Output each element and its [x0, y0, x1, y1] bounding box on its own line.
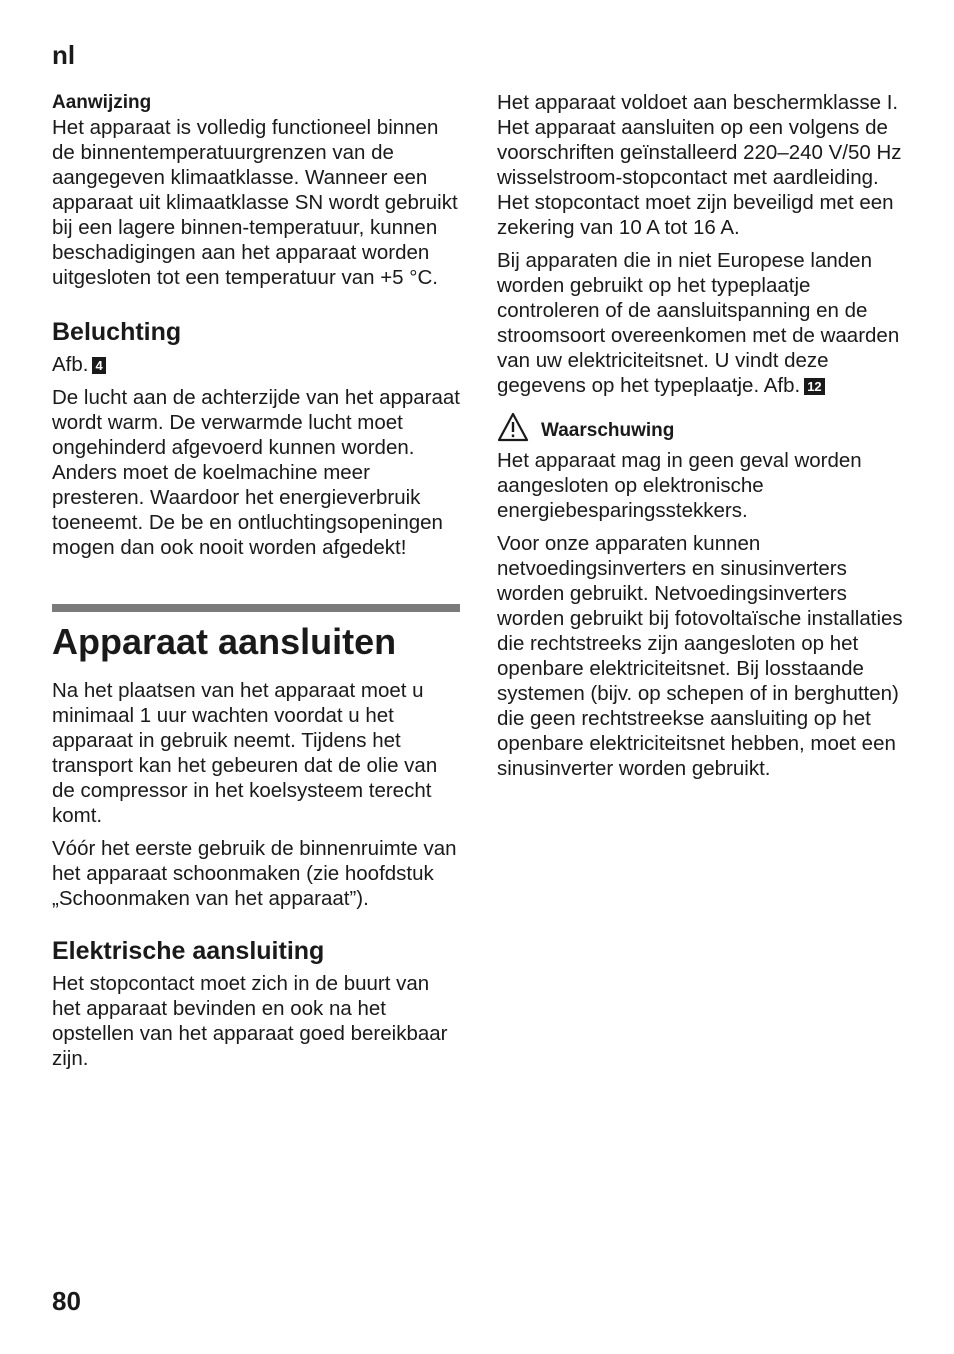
ventilation-fig-label: Afb.: [52, 353, 89, 376]
right-column: [497, 90, 907, 789]
connect-text-2: Vóór het eerste gebruik de binnenruimte van het apparaat schoonmaken (zie hoofdstuk „Schoonmaken van het apparaat”).: [52, 837, 457, 910]
figure-number-badge: 12: [804, 378, 824, 395]
electrical-heading: Elektrische aansluiting: [52, 937, 325, 965]
left-column: [52, 90, 460, 1079]
warning-header: [497, 412, 907, 442]
note-heading: Aanwijzing: [52, 92, 152, 113]
electrical-text: Het stopcontact moet zich in de buurt van het apparaat bevinden en ook na het opstellen van het apparaat goed bereikbaar zijn.: [52, 972, 448, 1070]
connect-heading: Apparaat aansluiten: [52, 621, 397, 662]
ventilation-heading: Beluchting: [52, 318, 182, 346]
protection-text: Het apparaat voldoet aan beschermklasse I. Het apparaat aansluiten op een volgens de voorschriften geïnstalleerd 220–240 V/50 Hz wisselstroom-stopcontact met aardleiding. Het stopcontact moet zijn beveiligd met een zekering van 10 A tot 16 A.: [497, 91, 902, 239]
ventilation-text: De lucht aan de achterzijde van het apparaat wordt warm. De verwarmde lucht moet ongehinderd afgevoerd kunnen worden. Anders moet de koelmachine meer presteren. Waardoor het energieverbruik toeneemt. De be en ontluchtingsopeningen mogen dan ook nooit worden afgedekt!: [52, 386, 460, 559]
language-label: nl: [52, 40, 76, 70]
section-divider: [52, 604, 460, 612]
connect-text-1: Na het plaatsen van het apparaat moet u minimaal 1 uur wachten voordat u het apparaat in gebruik neemt. Tijdens het transport kan het gebeuren dat de olie van de compressor in het koelsysteem terecht komt.: [52, 679, 438, 827]
note-text: Het apparaat is volledig functioneel binnen de binnentemperatuurgrenzen van de aangegeven klimaatklasse. Wanneer een apparaat uit klimaatklasse SN wordt gebruikt bij een lagere binnen-temperatuur, kunnen beschadigingen aan het apparaat worden uitgesloten tot een temperatuur van +5 °C.: [52, 116, 458, 289]
warning-heading: Waarschuwing: [541, 420, 675, 441]
warning-text: Het apparaat mag in geen geval worden aangesloten op elektronische energiebesparingsstekkers.: [497, 449, 862, 522]
page-number: 80: [52, 1286, 81, 1316]
non-eu-text-body: Bij apparaten die in niet Europese landen worden gebruikt op het typeplaatje controleren of de aansluitspanning en de stroomsoort overeenkomen met de waarden van uw elektriciteitsnet. U vindt deze gegevens op het typeplaatje. Afb.: [497, 249, 900, 397]
non-eu-text: [497, 248, 907, 398]
warning-triangle-icon: [497, 412, 529, 442]
ventilation-figure-reference: [52, 352, 460, 377]
figure-number-badge: 4: [92, 357, 105, 374]
inverter-text: Voor onze apparaten kunnen netvoedingsinverters en sinusinverters worden gebruikt. Netvoedingsinverters worden gebruikt bij fotovoltaïsche installaties die rechtstreeks zijn aangesloten op het openbare elektriciteitsnet. Bij losstaande systemen (bijv. op schepen of in berghutten) die geen rechtstreekse aansluiting op het openbare elektriciteitsnet hebben, moet een sinusinverter worden gebruikt.: [497, 532, 903, 780]
